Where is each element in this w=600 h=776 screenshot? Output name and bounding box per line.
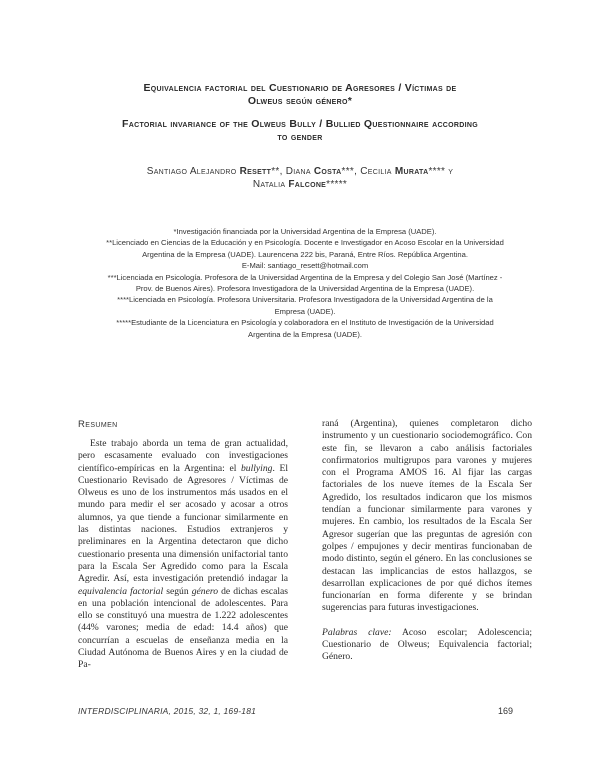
title-english — [60, 118, 540, 144]
abstract-right-column — [322, 418, 532, 664]
title-es-line-1: Equivalencia factorial del Cuestionario de Agresores / Víctimas de — [143, 82, 457, 94]
author-3-given: Cecilia — [360, 166, 395, 177]
title-es-line-2: Olweus según género* — [247, 95, 353, 107]
author-list — [60, 165, 540, 191]
note-line: Argentina de la Empresa (UADE). Laurencena 222 bis, Paraná, Entre Ríos. República Argentina. — [142, 249, 468, 259]
author-line-2 — [60, 178, 540, 191]
author-4-surname: Falcone — [288, 179, 327, 190]
note-line: Argentina de la Empresa (UADE). — [248, 329, 362, 339]
keywords-list: Acoso escolar; Adolescencia; Cuestionario de Olweus; Equivalencia factorial; Género. — [322, 626, 532, 663]
author-1-mark: **, — [271, 166, 286, 177]
note-line: *****Estudiante de la Licenciatura en Psicología y colaboradora en el Instituto de Investigación de la Universidad — [116, 318, 494, 328]
page-number: 169 — [498, 706, 514, 716]
abstract-paragraph: Este trabajo aborda un tema de gran actualidad, pero escasamente evaluado con investigaciones científico-empíricas en la Argentina: el bullying. El Cuestionario Revisado de Agresores / Víctimas de Olweus es uno de los instrumentos más usados en el mundo para medir el ser acosado y acosar a otros alumnos, ya que tiende a funcionar similarmente en las distintas naciones. Estudios extranjeros y preliminares en la Argentina detectaron que dicho cuestionario presenta una dimensión unifactorial tanto para la Escala Ser Agredido como para la Escala Agredir. Así, esta investigación pretendió indagar la equivalencia factorial según género de dichas escalas en una población intencional de adolescentes. Para ello se constituyó una muestra de 1.222 adolescentes (44% varones; media de edad: 14.4 años) que concurrían a escuelas de enseñanza media en la Ciudad Autónoma de Buenos Aires y en la ciudad de Pa- — [78, 438, 288, 671]
abstract-left-column — [78, 438, 288, 672]
title-spanish — [60, 82, 540, 108]
author-3-mark: **** y — [428, 166, 454, 177]
abstract-continuation: raná (Argentina), quienes completaron dicho instrumento y un cuestionario sociodemográfico. Con este fin, se llevaron a cabo análisis factoriales confirmatorios multigrupos para varones y mujeres con el Programa AMOS 16. Al fijar las cargas factoriales de los nueve ítemes de la Escala Ser Agredido, los resultados indicaron que los mismos tendían a funcionar similarmente para varones y mujeres. En cambio, los resultados de la Escala Ser Agresor sugerían que las preguntas de agresión con golpes / empujones y decir mentiras funcionaban de modo distinto, según el género. En las conclusiones se destacan las implicancias de estos hallazgos, se desarrollan explicaciones de por qué dichos ítemes funcionarían en forma diferente y se brindan sugerencias para futuras investigaciones. — [322, 418, 532, 614]
author-2-mark: ***, — [341, 166, 361, 177]
note-line: Empresa (UADE). — [274, 306, 336, 316]
keywords-label: Palabras clave: — [322, 626, 392, 638]
note-line: ***Licenciada en Psicología. Profesora de la Universidad Argentina de la Empresa y del Colegio San José (Martínez - — [107, 272, 503, 282]
note-line: ****Licenciada en Psicología. Profesora Universitaria. Profesora Investigadora de la Universidad Argentina de la — [117, 295, 493, 305]
keywords — [322, 627, 532, 664]
note-line: Prov. de Buenos Aires). Profesora Investigadora de la Universidad Argentina de la Empresa (UADE). — [135, 284, 475, 294]
title-en-line-1: Factorial invariance of the Olweus Bully / Bullied Questionnaire according — [122, 118, 478, 130]
note-line: *Investigación financiada por la Universidad Argentina de la Empresa (UADE). — [173, 227, 437, 236]
title-en-line-2: to gender — [277, 131, 323, 143]
author-2-surname: Costa — [313, 166, 342, 177]
author-3-surname: Murata — [394, 166, 429, 177]
author-4-given: Natalia — [252, 179, 289, 190]
journal-citation: INTERDISCIPLINARIA, 2015, 32, 1, 169-181 — [78, 706, 257, 716]
note-line: **Licenciado en Ciencias de la Educación y en Psicología. Docente e Investigador en Acoso Escolar en la Universidad — [106, 238, 504, 248]
author-2-given: Diana — [285, 166, 314, 177]
note-line: E-Mail: santiago_resett@hotmail.com — [241, 261, 369, 271]
author-4-mark: ***** — [326, 179, 348, 190]
author-1-given: Santiago Alejandro — [146, 166, 240, 177]
affiliation-notes — [80, 226, 530, 340]
author-1-surname: Resett — [239, 166, 272, 177]
author-line-1 — [60, 165, 540, 178]
abstract-heading: Resumen — [78, 419, 118, 430]
